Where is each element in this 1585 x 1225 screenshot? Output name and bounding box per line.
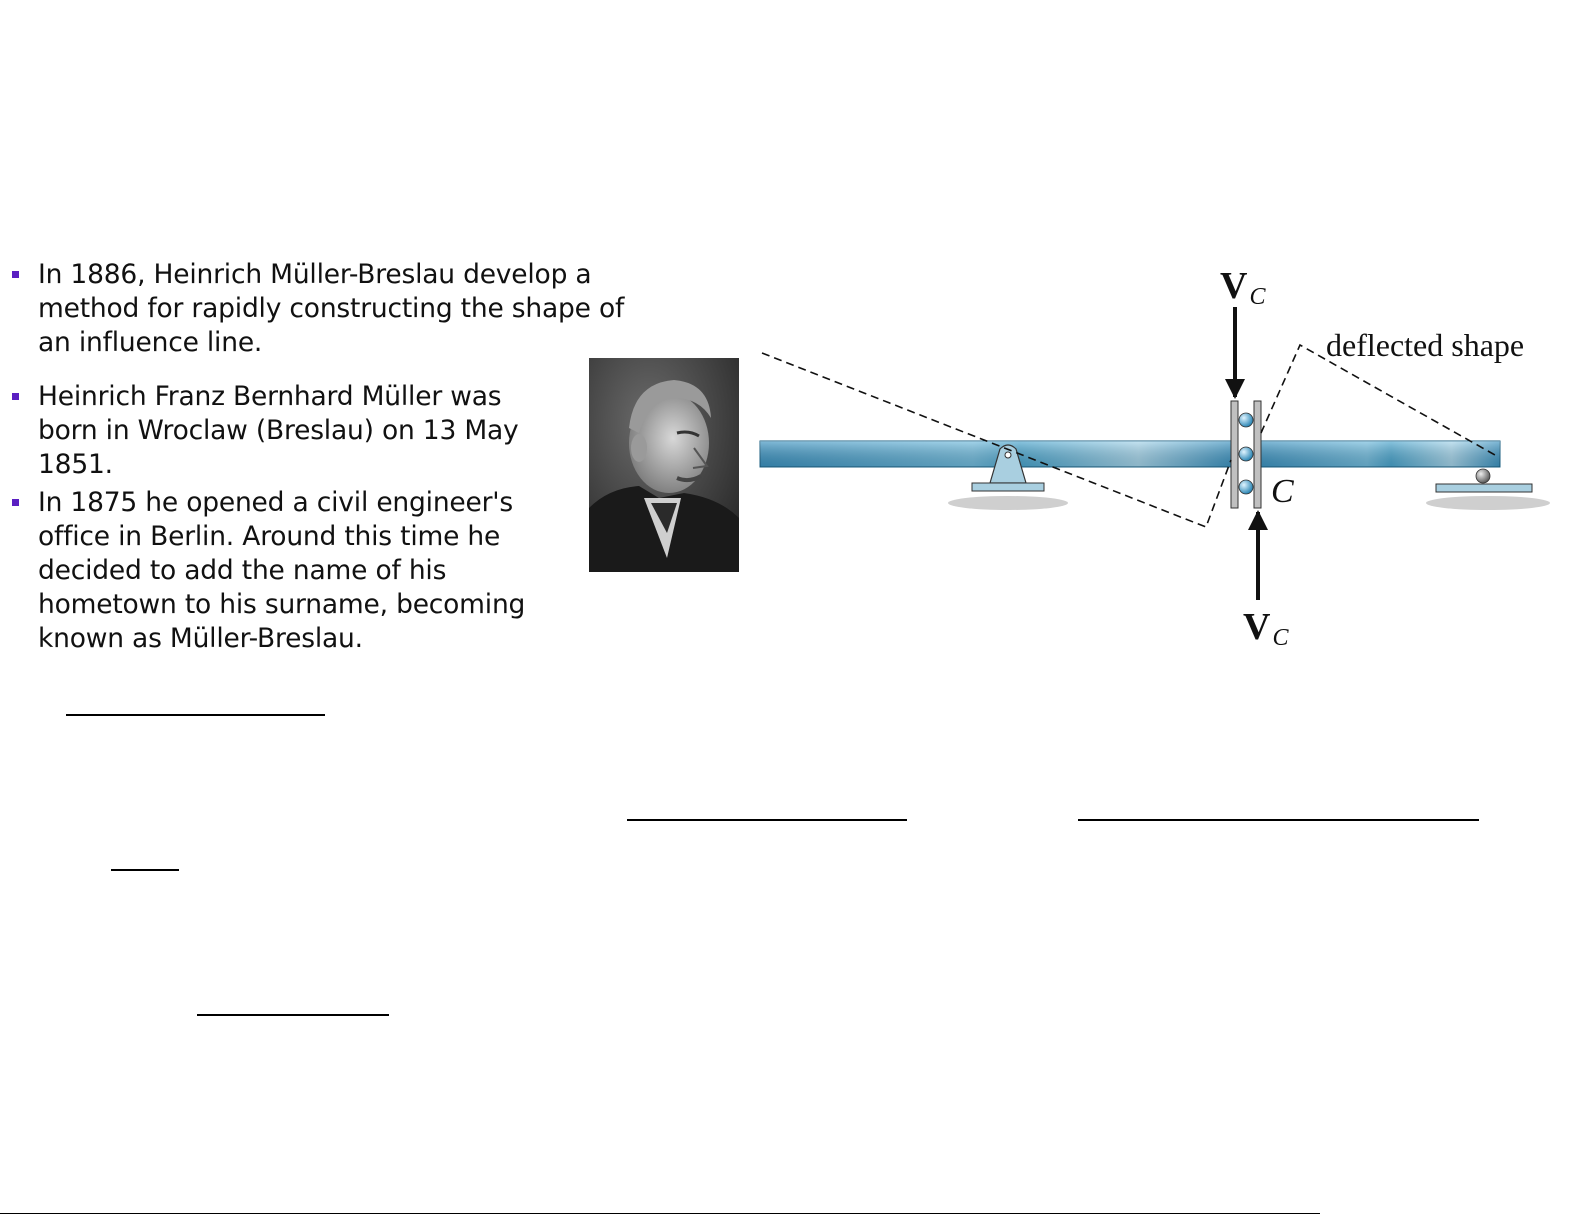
shear-connector — [1231, 401, 1261, 508]
roller-support — [1436, 469, 1532, 492]
underline-rule — [111, 869, 179, 871]
point-c-label: C — [1271, 473, 1294, 510]
underline-rule — [66, 714, 325, 716]
underline-rule — [1078, 819, 1479, 821]
bullet-text: Heinrich Franz Bernhard Müller was born in Wroclaw (Breslau) on 13 May 1851. — [38, 381, 519, 480]
force-label-bottom: VC — [1243, 606, 1289, 651]
bullet-marker — [12, 499, 19, 506]
beam — [760, 441, 1500, 467]
support-shadow — [1426, 496, 1550, 510]
bullet-text: In 1875 he opened a civil engineer's office in Berlin. Around this time he decided to add the name of his hometown to his surname, becoming known as Müller-Breslau. — [38, 487, 526, 654]
portrait-photo — [589, 358, 739, 572]
bullet-marker — [12, 271, 19, 278]
force-label-top: VC — [1220, 265, 1266, 310]
portrait-image — [589, 358, 739, 572]
bullet-marker — [12, 393, 19, 400]
underline-rule — [197, 1014, 389, 1016]
footer-rule — [0, 1213, 1320, 1214]
bullet-text: In 1886, Heinrich Müller-Breslau develop a method for rapidly constructing the shape of an influence line. — [38, 259, 625, 358]
support-shadow — [948, 496, 1068, 510]
deflected-shape-label: deflected shape — [1326, 327, 1525, 363]
underline-rule — [627, 819, 907, 821]
muller-breslau-diagram — [750, 265, 1570, 665]
